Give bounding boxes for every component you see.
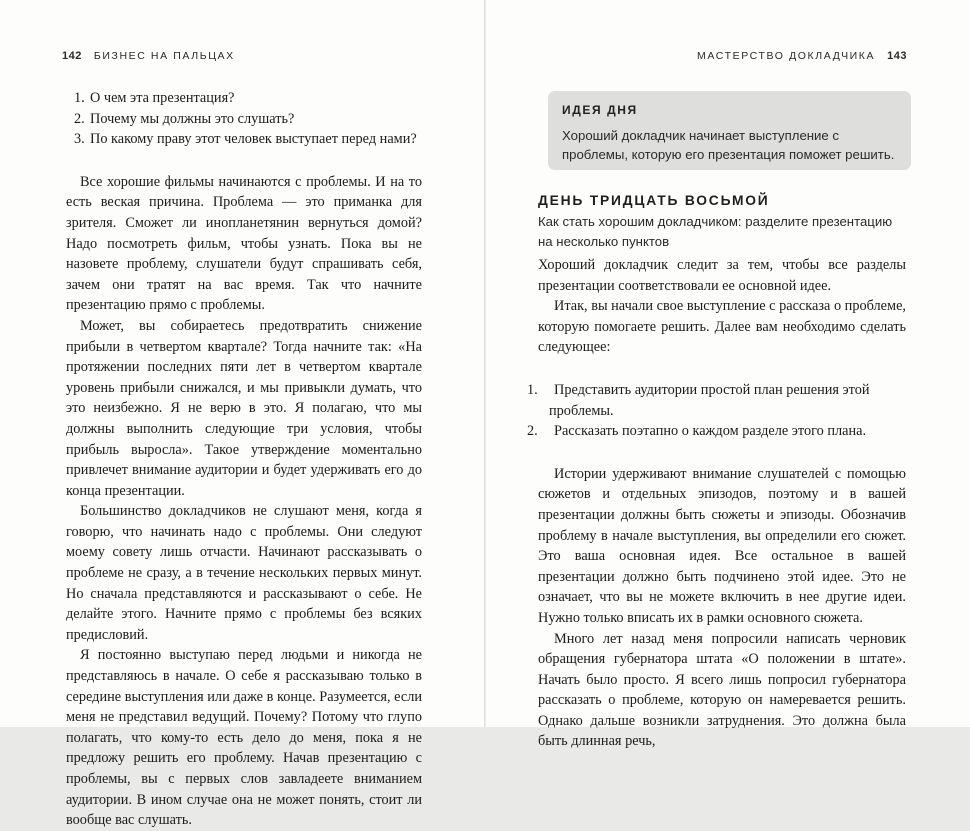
list-item: 2. Почему мы должны это слушать? bbox=[74, 110, 295, 127]
left-page bbox=[0, 0, 484, 829]
idea-of-the-day-box bbox=[548, 91, 911, 170]
list-item: 2. Рассказать поэтапно о каждом разделе этого плана. bbox=[527, 423, 867, 440]
paragraph: Итак, вы начали свое выступление с рассказа о проблеме, которую помогаете решить. Далее вам необходимо сделать следующее: bbox=[538, 298, 906, 356]
idea-box-text: Хороший докладчик начинает выступление с проблемы, которую его презентация поможет решить. bbox=[562, 128, 895, 162]
question-list bbox=[74, 88, 422, 150]
left-running-head bbox=[62, 50, 235, 62]
page-number: 143 bbox=[887, 50, 907, 62]
right-page bbox=[486, 0, 970, 750]
list-item: 1. Представить аудитории простой план решения этой проблемы. bbox=[527, 381, 870, 419]
running-head-title: БИЗНЕС НА ПАЛЬЦАХ bbox=[93, 50, 235, 62]
paragraph: Много лет назад меня попросили написать черновик обращения губернатора штата «О положении в штате». Начать было просто. Я всего лишь попросил губернатора рассказать о проблеме, которую он намеревается решить. Однако дальше возникли затруднения. Это должна была быть длинная речь, bbox=[538, 630, 906, 750]
paragraph: Может, вы собираетесь предотвратить снижение прибыли в четвертом квартале? Тогда начните так: «На протяжении последних пяти лет в четвертом квартале уровень прибыли снижался, и мы привыкли думать, что это неизбежно. Я не верю в это. Я полагаю, что мы должны выполнить следующие три условия, чтобы прибыль выросла». Такое утверждение моментально привлечет внимание аудитории и будет удерживать его до конца презентации. bbox=[66, 317, 422, 499]
left-body-text bbox=[66, 88, 422, 831]
page-number: 142 bbox=[62, 50, 82, 62]
idea-box-title: ИДЕЯ ДНЯ bbox=[562, 103, 638, 117]
paragraph: Хороший докладчик следит за тем, чтобы все разделы презентации соответствовали ее основной идее. bbox=[538, 257, 906, 294]
paragraph: Все хорошие фильмы начинаются с проблемы. И на то есть веская причина. Проблема — это приманка для зрителя. Сможет ли инопланетянин вернуться домой? Надо посмотреть фильм, чтобы узнать. Пока вы не назовете проблему, слушатели будут спрашивать себя, зачем они тратят на вас время. Так что начните презентацию прямо с проблемы. bbox=[66, 173, 422, 314]
chapter-title: ДЕНЬ ТРИДЦАТЬ ВОСЬМОЙ bbox=[538, 193, 770, 208]
list-item: 1. О чем эта презентация? bbox=[74, 90, 235, 106]
chapter-subtitle: Как стать хорошим докладчиком: разделите презентацию на несколько пунктов bbox=[538, 214, 893, 249]
paragraph: Большинство докладчиков не слушают меня, когда я говорю, что начинать надо с проблемы. Они следуют моему совету лишь отчасти. Начинают рассказывать о проблеме не сразу, а в течение нескольких первых минут. Но сначала представляются и рассказывают о себе. Не делайте этого. Начните прямо с проблемы без всяких предисловий. bbox=[66, 503, 422, 643]
paragraph: Я постоянно выступаю перед людьми и никогда не представляюсь в начале. О себе я рассказываю только в середине выступления или даже в конце. Разумеется, если меня не представил ведущий. Почему? Потому что глупо полагать, что кому-то есть дело до меня, пока я не предложу решить его проблему. Начав презентацию с проблемы, вы с первых слов завладеете вниманием аудитории. В ином случае она не может понять, стоит ли вообще вас слушать. bbox=[66, 647, 422, 829]
list-item: 3. По какому праву этот человек выступает перед нами? bbox=[74, 131, 417, 148]
right-running-head bbox=[697, 50, 907, 62]
running-head-title: МАСТЕРСТВО ДОКЛАДЧИКА bbox=[697, 50, 876, 62]
plan-list bbox=[527, 380, 906, 442]
right-body-text bbox=[527, 255, 906, 752]
paragraph: Истории удерживают внимание слушателей с помощью сюжетов и отдельных эпизодов, поэтому и в вашей презентации должны быть сюжеты и эпизоды. Обозначив проблему в начале выступления, вы определили его сюжет. Это ваша основная идея. Все остальное в вашей презентации должно быть подчинено этой идее. Это не означает, что вы не можете включить в нее другие идеи. Нужно только вписать их в рамки основного сюжета. bbox=[538, 465, 906, 626]
